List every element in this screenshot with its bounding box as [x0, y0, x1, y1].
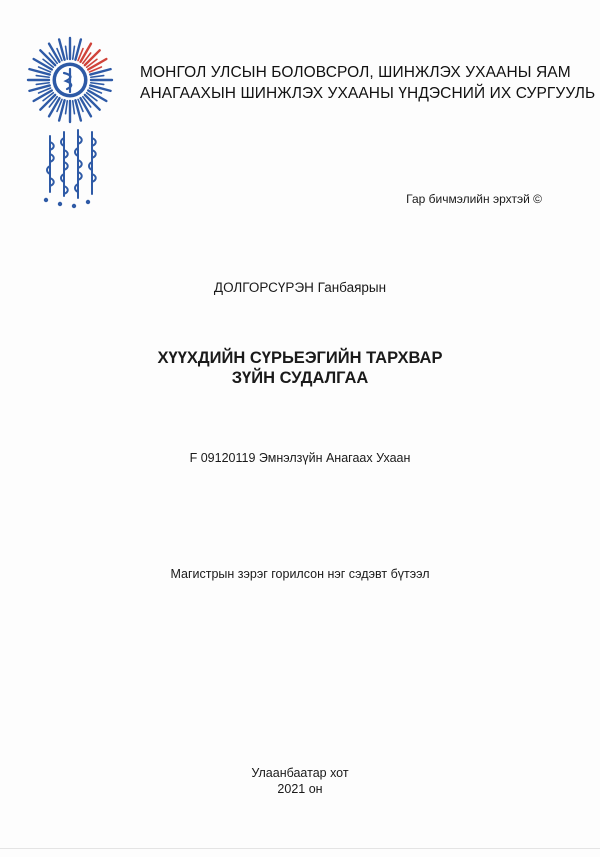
- page-edge-divider: [0, 848, 600, 849]
- emblem-ray: [91, 83, 104, 85]
- copyright-note: Гар бичмэлийн эрхтэй ©: [406, 192, 542, 206]
- thesis-title: [80, 348, 520, 388]
- thesis-title-line-2: ЗҮЙН СУДАЛГАА: [231, 369, 369, 387]
- specialty-code: F 09120119 Эмнэлзүйн Анагаах Ухаан: [189, 451, 411, 465]
- emblem-ray: [73, 101, 75, 114]
- city-name: Улаанбаатар хот: [251, 766, 349, 780]
- degree-statement: Магистрын зэрэг горилсон нэг сэдэвт бүтээл: [170, 567, 430, 581]
- emblem-ray: [36, 83, 49, 85]
- author-name: ДОЛГОРСҮРЭН Ганбаярын: [213, 280, 387, 295]
- university-emblem-icon: [22, 36, 118, 232]
- emblem-ray: [73, 46, 75, 59]
- publication-year: 2021 он: [277, 782, 323, 796]
- emblem-ray: [36, 76, 49, 78]
- emblem-ray: [91, 76, 104, 78]
- ministry-name: МОНГОЛ УЛСЫН БОЛОВСРОЛ, ШИНЖЛЭХ УХААНЫ ЯАМ: [140, 64, 571, 81]
- emblem-ray: [66, 46, 68, 59]
- place-and-year: [80, 765, 520, 797]
- university-name: АНАГААХЫН ШИНЖЛЭХ УХААНЫ ҮНДЭСНИЙ ИХ СУРГУУЛЬ: [140, 85, 596, 102]
- ministry-header: [140, 62, 596, 104]
- thesis-title-line-1: ХҮҮХДИЙН СҮРЬЕЭГИЙН ТАРХВАР: [157, 349, 443, 367]
- emblem-ray: [66, 101, 68, 114]
